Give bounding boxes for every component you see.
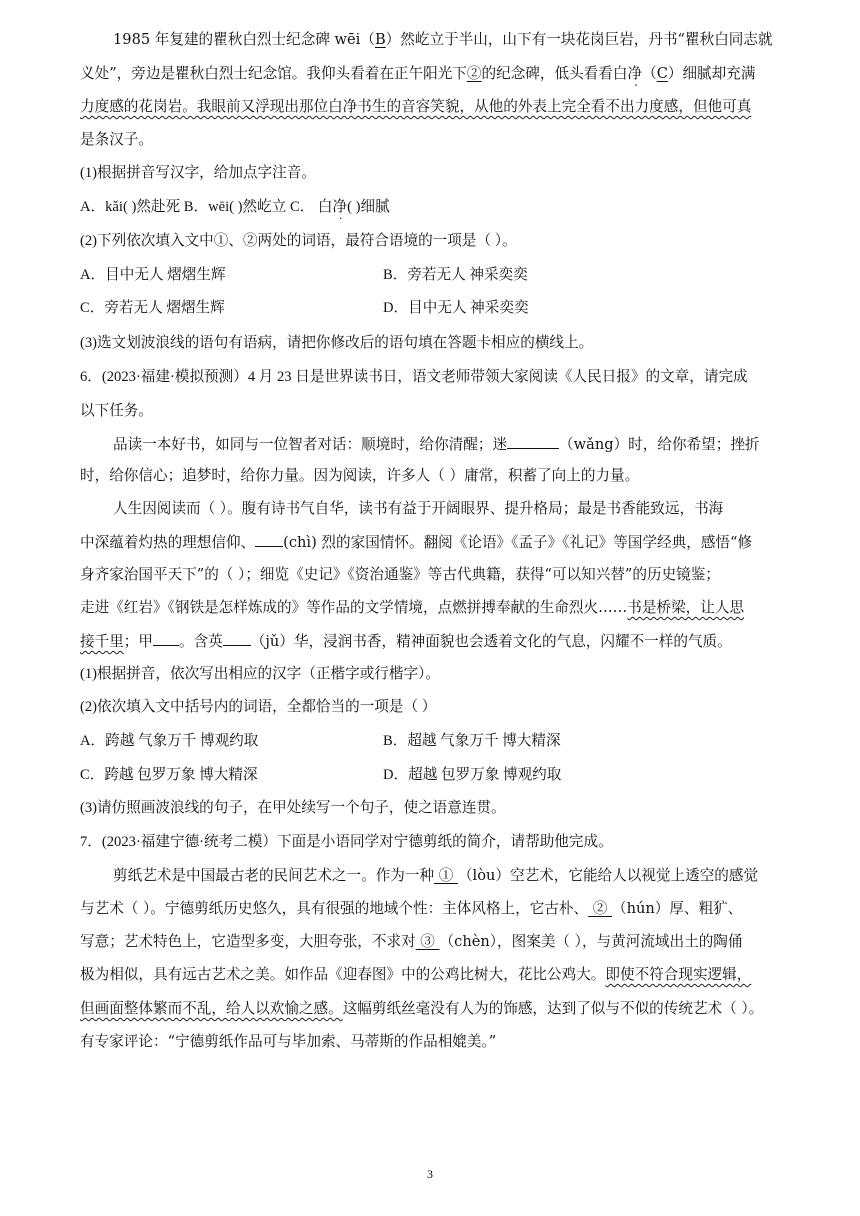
passage-line: 但画面整体繁而不乱，给人以欢愉之感。这幅剪纸丝毫没有人为的饰感，达到了似与不似的传统艺术（ ）。 [80, 1000, 764, 1017]
passage-line: 与艺术（ ）。宁德剪纸历史悠久，具有很强的地域个性：主体风格上，它古朴、 ② （hún）厚、粗犷、 [80, 900, 743, 917]
passage-line: 是条汉子。 [80, 131, 153, 148]
question-6-3: (3)请仿照画波浪线的句子，在甲处续写一个句子，使之语意连贯。 [80, 800, 506, 816]
passage-line: 品读一本好书，如同与一位智者对话：顺境时，给你清醒；迷 （wǎng）时，给你希望；挫折 [113, 436, 760, 453]
passage-line: 剪纸艺术是中国最古老的民间艺术之一。作为一种 ① （lòu）空艺术，它能给人以视觉上透空的感觉 [113, 867, 759, 884]
question-5-2: (2)下列依次填入文中①、②两处的词语，最符合语境的一项是（ ）。 [80, 233, 517, 249]
option-d: D．目中无人 神采奕奕 [383, 300, 529, 316]
passage-line: 时，给你信心；追梦时，给你力量。因为阅读，许多人（ ）庸常，积蓄了向上的力量。 [80, 467, 640, 484]
passage-line: 有专家评论：“宁德剪纸作品可与毕加索、马蒂斯的作品相媲美。” [80, 1033, 497, 1050]
page-number: 3 [427, 1167, 433, 1181]
question-5-3: (3)选文划波浪线的语句有语病，请把你修改后的语句填在答题卡相应的横线上。 [80, 335, 594, 351]
option-b: B．超越 气象万千 博大精深 [383, 733, 561, 749]
option-b: B．旁若无人 神采奕奕 [383, 267, 528, 283]
passage-line: 身齐家治国平天下”的（ ）；细览《史记》《资治通鉴》等古代典籍，获得“可以知兴替”的历史镜鉴； [80, 566, 720, 583]
passage-line: 走进《红岩》《钢铁是怎样炼成的》等作品的文学情境，点燃拼搏奉献的生命烈火……书是桥梁，让人思 [80, 599, 745, 616]
option-a: A．目中无人 熠熠生辉 [80, 267, 226, 283]
passage-line: 中深蕴着灼热的理想信仰、 (chì) 烈的家国情怀。翻阅《论语》《孟子》《礼记》等国学经典，感悟“修 [80, 534, 753, 551]
passage-line: 义处”，旁边是瞿秋白烈士纪念馆。我仰头看着在正午阳光下②的纪念碑，低头看看白净（C）细腻却充满 [80, 65, 756, 82]
option-d: D．超越 包罗万象 博观约取 [383, 767, 562, 783]
option-c: C．旁若无人 熠熠生辉 [80, 300, 225, 316]
passage-line: 写意；艺术特色上，它造型多变，大胆夸张，不求对 ③ （chèn），图案美（ ），与黄河流域出土的陶俑 [80, 933, 743, 950]
passage-line: 1985 年复建的瞿秋白烈士纪念碑 wēi（B）然屹立于半山，山下有一块花岗巨岩，丹书“瞿秋白同志就 [113, 31, 773, 48]
passage-line: 力度感的花岗岩。我眼前又浮现出那位白净书生的音容笑貌，从他的外表上完全看不出力度感，但他可真 [80, 98, 752, 115]
question-7-heading: 7．(2023·福建宁德·统考二模）下面是小语同学对宁德剪纸的简介，请帮助他完成。 [80, 834, 613, 850]
question-6-1: (1)根据拼音，依次写出相应的汉字（正楷字或行楷字）。 [80, 666, 440, 682]
question-5-1-options: A．kǎi( )然赴死 B．wēi( )然屹立 C． 白净( )细腻 [80, 199, 390, 215]
question-6-heading: 以下任务。 [80, 403, 153, 419]
passage-line: 极为相似，具有远古艺术之美。如作品《迎春图》中的公鸡比树大，花比公鸡大。即使不符合现实逻辑， [80, 966, 752, 983]
passage-line: 接千里；甲 。含英 （jǔ）华，浸润书香，精神面貌也会透着文化的气息，闪耀不一样的气质。 [80, 633, 732, 650]
option-a: A．跨越 气象万千 博观约取 [80, 733, 259, 749]
option-c: C．跨越 包罗万象 博大精深 [80, 767, 258, 783]
question-5-1: (1)根据拼音写汉字，给加点字注音。 [80, 165, 316, 181]
question-6-heading: 6．(2023·福建·模拟预测）4 月 23 日是世界读书日，语文老师带领大家阅读《人民日报》的文章，请完成 [80, 369, 748, 385]
passage-line: 人生因阅读而（ ）。腹有诗书气自华，读书有益于开阔眼界、提升格局；最是书香能致远，书海 [113, 500, 724, 517]
question-6-2: (2)依次填入文中括号内的词语，全都恰当的一项是（ ） [80, 699, 437, 715]
